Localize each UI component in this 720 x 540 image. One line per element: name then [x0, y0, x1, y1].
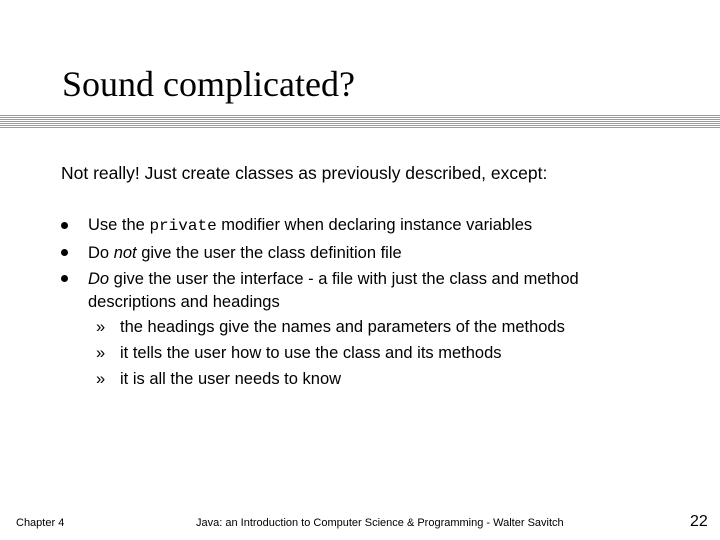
bullet-1-before: Use the — [88, 216, 150, 234]
bullet-3-after: give the user the interface - a file with just the class and method — [109, 270, 579, 288]
sub-item-2: it tells the user how to use the class and its methods — [120, 344, 502, 362]
title-divider — [0, 115, 720, 129]
sub-bullet-marker: » — [96, 344, 106, 362]
intro-text: Not really! Just create classes as previously described, except: — [61, 163, 548, 183]
footer-book-title: Java: an Introduction to Computer Science & Programming - Walter Savitch — [196, 517, 564, 529]
page-number: 22 — [690, 513, 708, 530]
sub-bullet-marker: » — [96, 370, 106, 388]
bullet-item-1 — [88, 212, 532, 239]
bullet-2-before: Do — [88, 244, 114, 262]
bullet-dot-icon — [61, 249, 68, 256]
bullet-dot-icon — [61, 275, 68, 282]
bullet-3-continuation: descriptions and headings — [88, 293, 280, 311]
sub-bullet-marker: » — [96, 318, 106, 336]
sub-item-1: the headings give the names and parameters of the methods — [120, 318, 565, 336]
bullet-2-after: give the user the class definition file — [136, 244, 402, 262]
bullet-1-code: private — [149, 217, 217, 235]
sub-item-3: it is all the user needs to know — [120, 370, 342, 388]
slide-title: Sound complicated? — [62, 64, 355, 104]
bullet-dot-icon — [61, 222, 68, 229]
bullet-1-after: modifier when declaring instance variables — [216, 216, 533, 234]
footer-chapter: Chapter 4 — [16, 517, 65, 529]
bullet-3-emphasis: Do — [88, 270, 110, 288]
bullet-2-emphasis: not — [113, 244, 137, 262]
bullet-item-2 — [88, 240, 402, 266]
